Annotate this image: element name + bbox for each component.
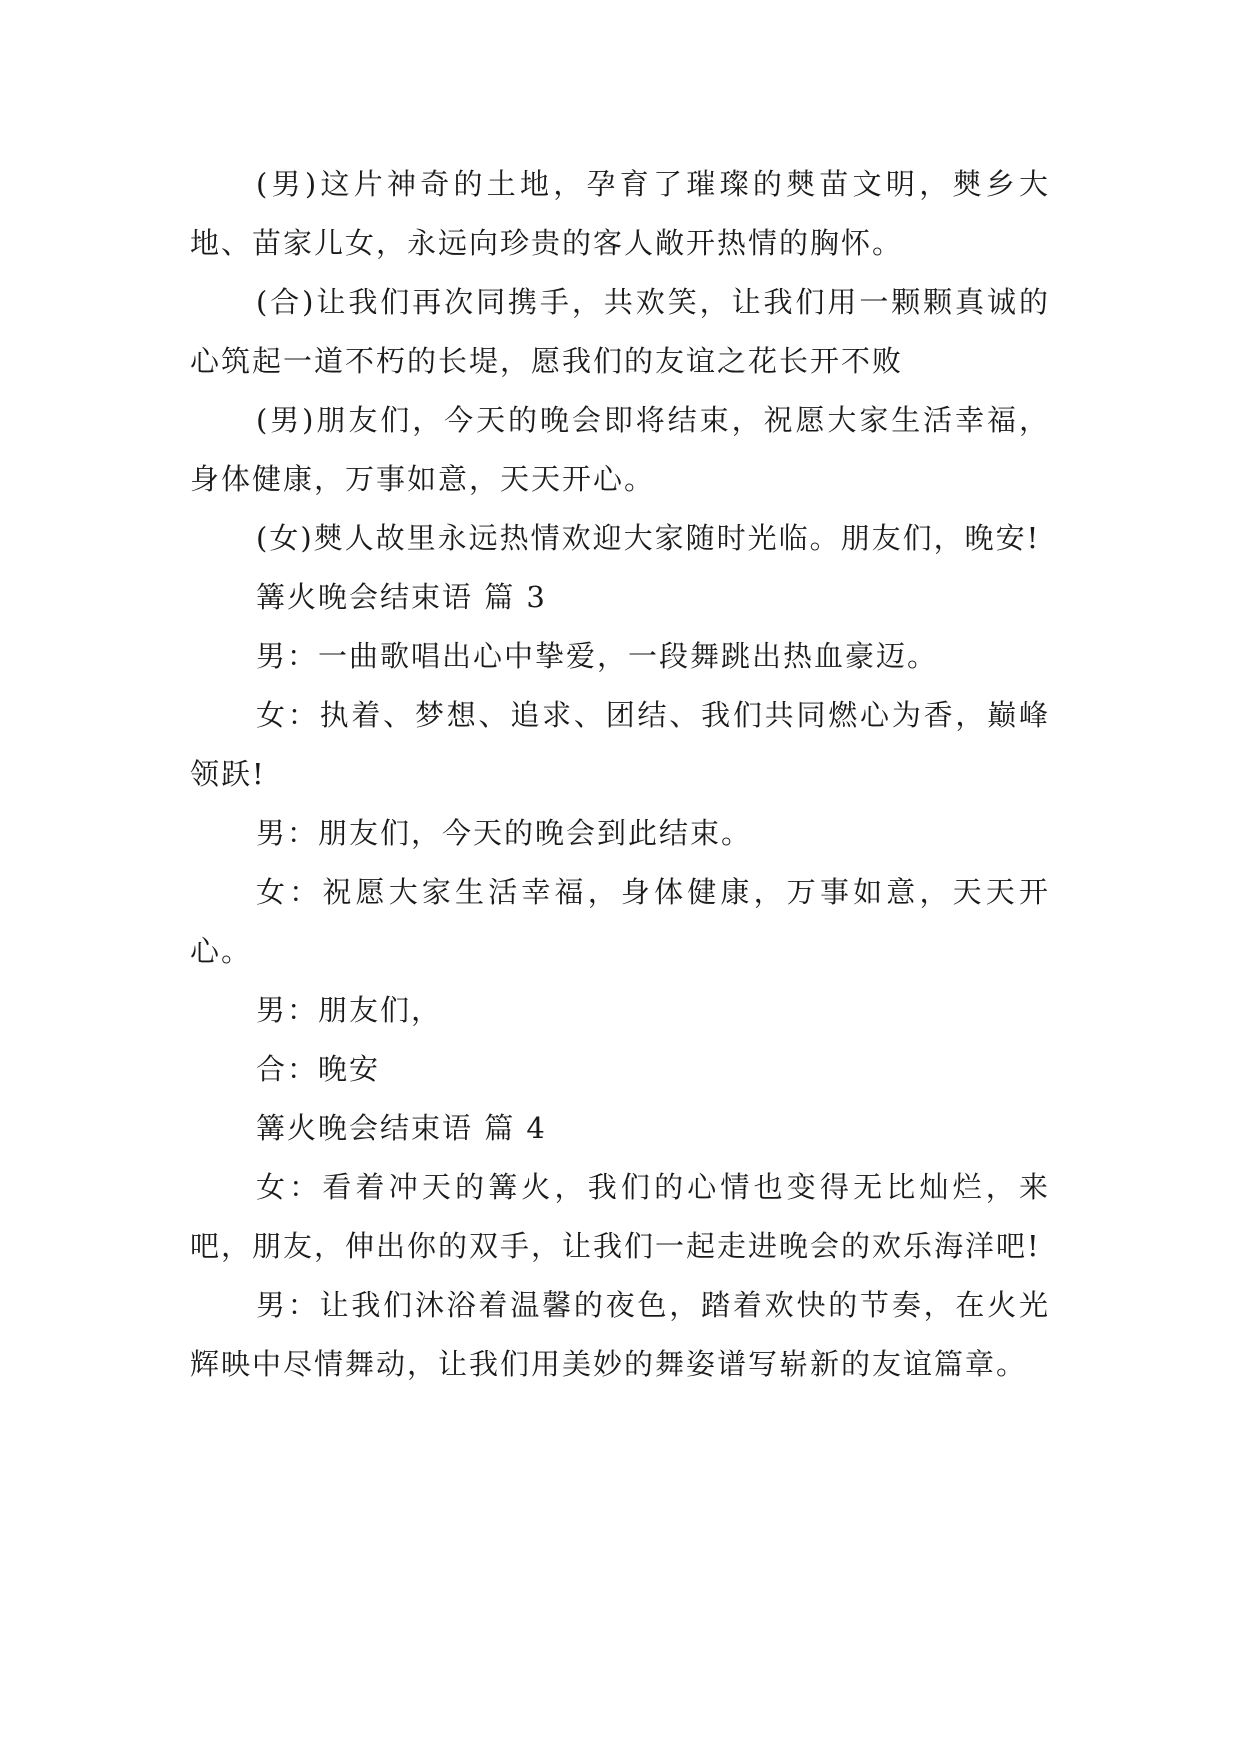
paragraph: (女)僰人故里永远热情欢迎大家随时光临。朋友们，晚安! [256, 521, 1041, 555]
section-heading: 篝火晚会结束语 篇 3 [256, 580, 547, 614]
paragraph: 女：看着冲天的篝火，我们的心情也变得无比灿烂，来吧，朋友，伸出你的双手，让我们一起走进晚会的欢乐海洋吧! [190, 1170, 1050, 1263]
paragraph: (男)朋友们，今天的晚会即将结束，祝愿大家生活幸福，身体健康，万事如意，天天开心。 [190, 403, 1050, 496]
paragraph: (男)这片神奇的土地，孕育了璀璨的僰苗文明，僰乡大地、苗家儿女，永远向珍贵的客人敞开热情的胸怀。 [190, 167, 1050, 260]
paragraph: 合：晚安 [256, 1052, 381, 1086]
paragraph: (合)让我们再次同携手，共欢笑，让我们用一颗颗真诚的心筑起一道不朽的长堤，愿我们的友谊之花长开不败 [190, 285, 1050, 378]
paragraph: 男：朋友们， [256, 993, 443, 1027]
section-heading: 篝火晚会结束语 篇 4 [256, 1111, 547, 1145]
paragraph: 男：朋友们，今天的晚会到此结束。 [256, 816, 753, 850]
paragraph: 女：执着、梦想、追求、团结、我们共同燃心为香，巅峰领跃! [190, 698, 1050, 791]
paragraph: 女：祝愿大家生活幸福，身体健康，万事如意，天天开心。 [190, 875, 1050, 968]
paragraph: 男：让我们沐浴着温馨的夜色，踏着欢快的节奏，在火光辉映中尽情舞动，让我们用美妙的舞姿谱写崭新的友谊篇章。 [190, 1288, 1050, 1381]
paragraph: 男：一曲歌唱出心中挚爱，一段舞跳出热血豪迈。 [256, 639, 939, 673]
document-body [190, 155, 1050, 1394]
